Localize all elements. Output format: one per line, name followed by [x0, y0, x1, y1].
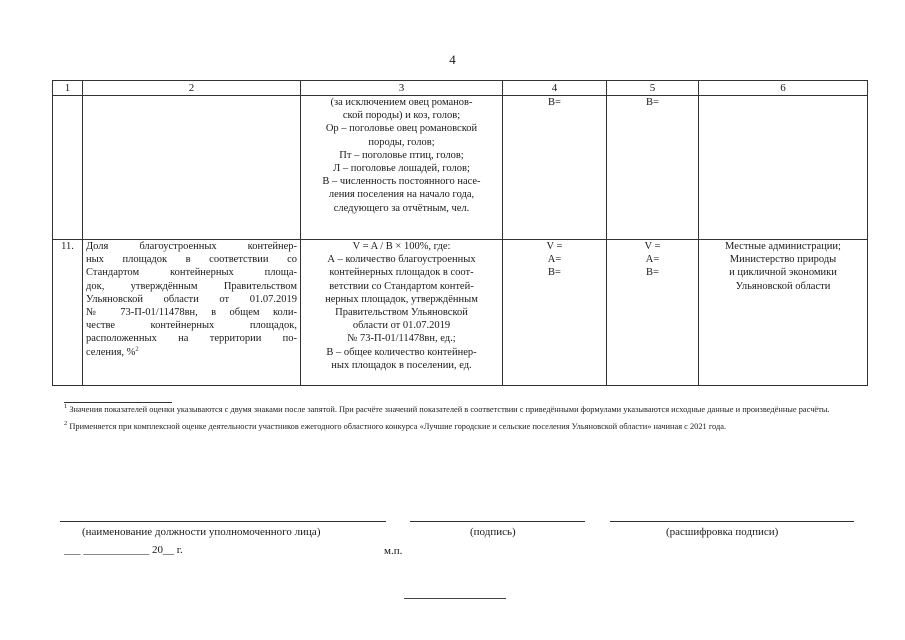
indicator-name-cell [83, 96, 301, 240]
formula-line: Ор – поголовье овец романовской [325, 123, 478, 135]
date-field: ___ ____________ 20__ г. [64, 544, 183, 556]
header-cell: 3 [301, 81, 503, 96]
formula-line: В – численность постоянного насе- [322, 176, 481, 188]
responsible-line: и цикличной экономики [729, 267, 837, 279]
table-row-continued [53, 96, 868, 240]
formula-line: контейнерных площадок в соот- [329, 267, 474, 279]
page-number: 4 [449, 52, 456, 67]
footnote-mark: 1 [64, 403, 68, 411]
value-line: В= [548, 267, 561, 279]
value-line: V = [644, 241, 661, 252]
formula-line: ления поселения на начало года, [328, 189, 475, 201]
formula-line: ской породы) и коз, голов; [342, 110, 461, 122]
table-row-11 [53, 240, 868, 386]
footnote-2 [64, 421, 854, 432]
indicator-line: честве контейнерных площадок, [86, 320, 297, 332]
indicator-line-last [86, 346, 297, 359]
formula-line: Пт – поголовье птиц, голов; [339, 149, 464, 161]
stamp-place: м.п. [384, 545, 403, 557]
footnote-mark: 2 [64, 420, 68, 428]
footnote-ref-2: 2 [135, 345, 139, 353]
formula-line: ных площадок в поселении, ед. [331, 359, 472, 371]
formula-line: породы, голов; [368, 136, 435, 148]
header-cell: 6 [699, 81, 868, 96]
table-header-row [53, 81, 868, 96]
decode-line [610, 521, 854, 522]
responsible-cell [699, 240, 868, 386]
signature-line [410, 521, 585, 522]
indicator-line: расположенных на территории по- [86, 333, 297, 345]
formula-line: № 73-П-01/11478вн, ед.; [347, 333, 456, 345]
indicator-line: Ульяновской области от 01.07.2019 [86, 293, 297, 305]
value-cell-5: В= [607, 96, 699, 240]
value-line: А= [547, 254, 562, 266]
formula-line: В – общее количество контейнер- [326, 346, 477, 358]
indicator-line: ных площадок в соответствии со [86, 254, 297, 266]
formula-cell [301, 240, 503, 386]
responsible-line: Ульяновской области [735, 280, 831, 292]
value-cell-4: В= [503, 96, 607, 240]
position-label: (наименование должности уполномоченного лица) [82, 526, 321, 538]
formula-line: (за исключением овец романов- [330, 97, 473, 108]
formula-cell [301, 96, 503, 240]
row-number-cell [53, 96, 83, 240]
formula-line: нерных площадок, утверждённым [325, 293, 478, 305]
bottom-rule [404, 598, 506, 599]
value-cell-4 [503, 240, 607, 386]
header-cell: 1 [53, 81, 83, 96]
header-cell: 2 [83, 81, 301, 96]
header-cell: 5 [607, 81, 699, 96]
indicator-line: Доля благоустроенных контейнер- [86, 241, 297, 252]
indicator-end-text: селения, % [86, 346, 136, 358]
indicator-line: № 73-П-01/11478вн, в общем коли- [86, 307, 297, 319]
indicators-table [52, 80, 868, 386]
footnote-text: Значения показателей оценки указываются с двумя знаками после запятой. При расчёте значений показателей в соответствии с приведёнными формулами указываются исходные данные и произведённые расчёты. [69, 405, 830, 414]
value-line: В= [646, 267, 659, 279]
value-cell-5 [607, 240, 699, 386]
formula-line: Правительством Ульяновской [335, 307, 468, 319]
formula-line: А – количество благоустроенных [327, 254, 476, 266]
footnote-separator [64, 402, 172, 403]
responsible-line: Министерство природы [729, 254, 837, 266]
responsible-cell [699, 96, 868, 240]
header-cell: 4 [503, 81, 607, 96]
footnotes [64, 404, 854, 432]
indicator-line: Стандартом контейнерных площа- [86, 267, 297, 279]
decode-label: (расшифровка подписи) [666, 526, 779, 538]
position-line [60, 521, 386, 522]
value-line: V = [546, 241, 563, 252]
signature-label: (подпись) [470, 526, 516, 538]
formula-line: V = A / B × 100%, где: [352, 241, 451, 252]
footnote-1 [64, 404, 854, 415]
indicator-line: док, утверждённым Правительством [86, 280, 297, 292]
footnote-text: Применяется при комплексной оценке деятельности участников ежегодного областного конкурса «Лучшие городские и сельские поселения Ульяновской области» начиная с 2021 года. [69, 422, 727, 431]
formula-line: следующего за отчётным, чел. [333, 202, 470, 214]
formula-line: ветствии со Стандартом контей- [329, 280, 474, 292]
row-number-cell: 11. [53, 240, 83, 386]
responsible-line: Местные администрации; [725, 241, 841, 252]
formula-line: Л – поголовье лошадей, голов; [333, 163, 470, 175]
indicator-name-cell [83, 240, 301, 386]
value-line: А= [645, 254, 660, 266]
formula-line: области от 01.07.2019 [352, 320, 451, 332]
